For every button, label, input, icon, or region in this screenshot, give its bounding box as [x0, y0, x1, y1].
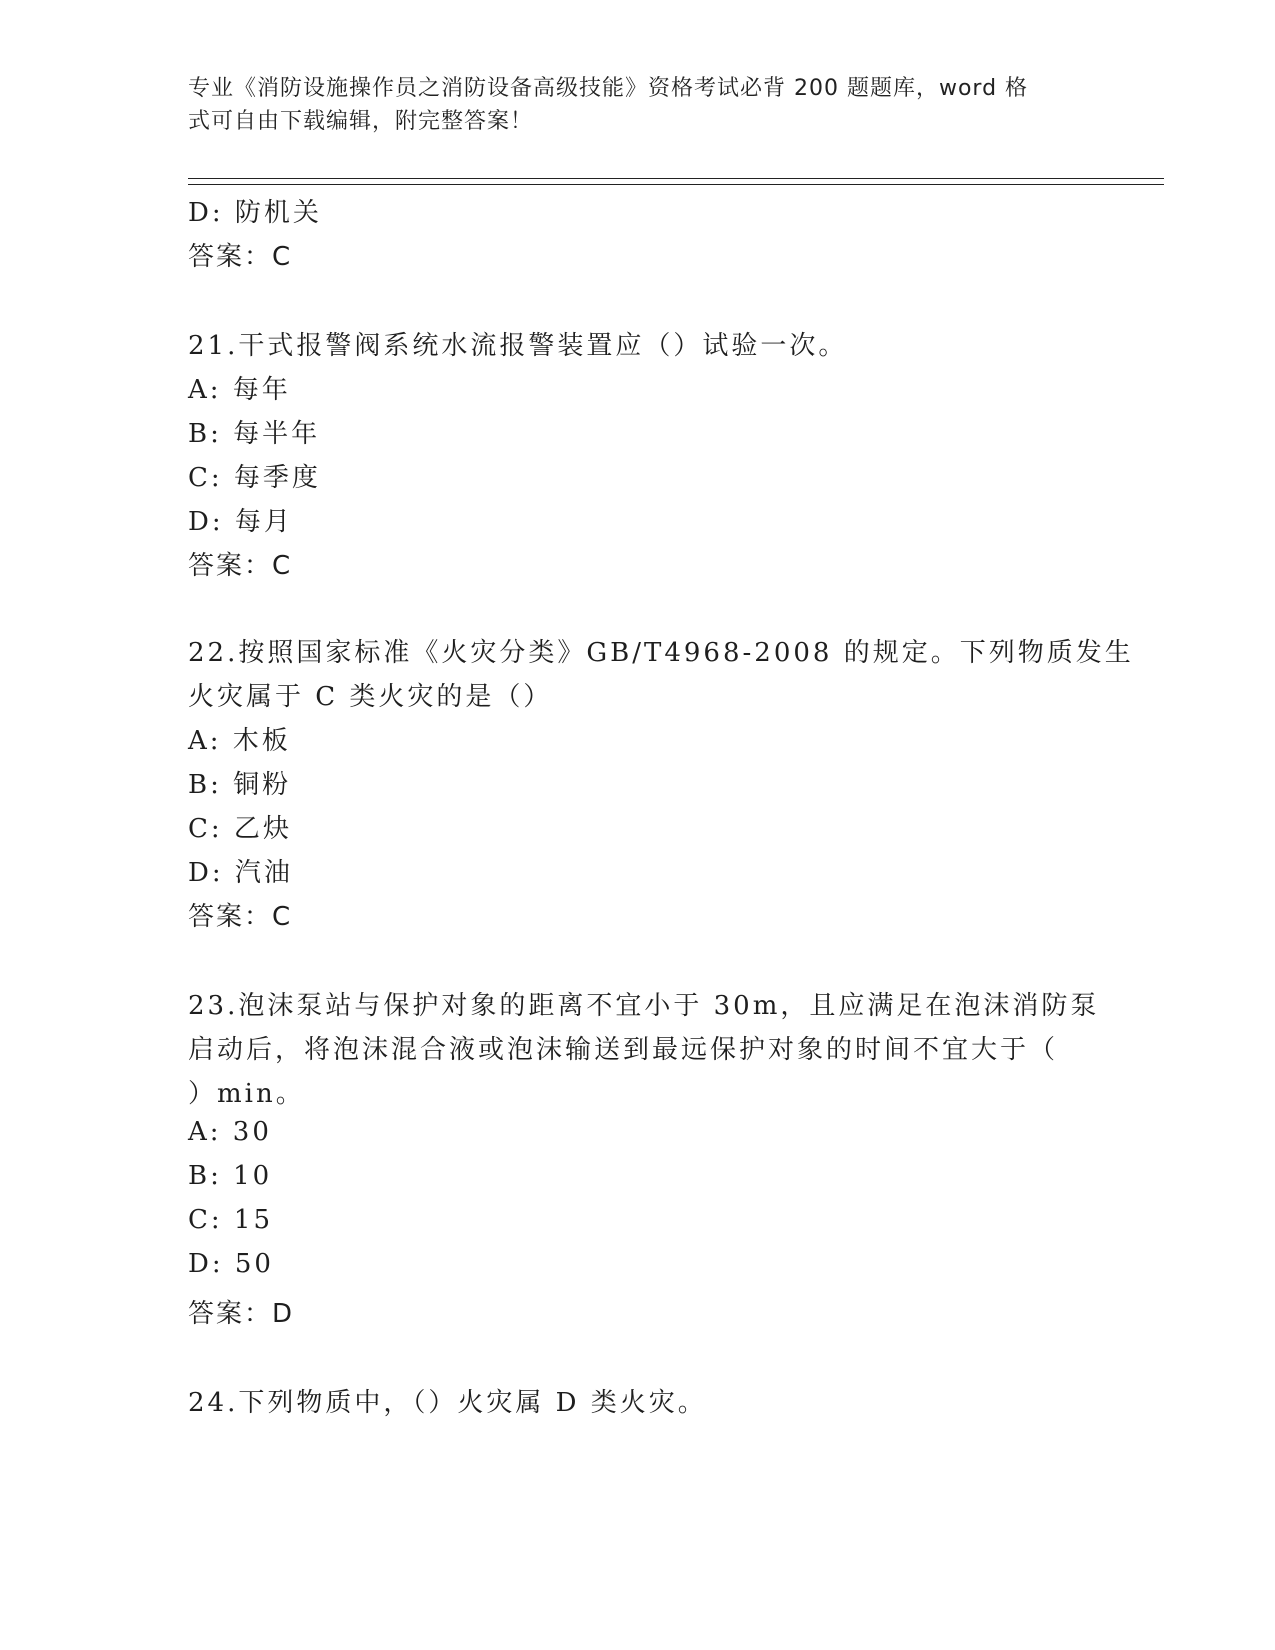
q23-option-b: B: 10 — [188, 1161, 273, 1191]
q21-option-d: D: 每月 — [188, 507, 293, 537]
q21-option-b: B: 每半年 — [188, 419, 321, 449]
q23-option-a: A: 30 — [188, 1117, 272, 1147]
q22-question-line-2: 火灾属于 C 类火灾的是（） — [188, 682, 553, 712]
q22-option-a: A: 木板 — [188, 726, 291, 756]
prev-answer: 答案：C — [188, 242, 293, 272]
q21-question: 21.干式报警阀系统水流报警装置应（）试验一次。 — [188, 331, 848, 361]
header-line-2: 式可自由下载编辑，附完整答案！ — [188, 109, 534, 134]
q22-option-d: D: 汽油 — [188, 858, 293, 888]
header-divider-bottom — [188, 184, 1164, 185]
q21-option-a: A: 每年 — [188, 375, 291, 405]
q22-answer: 答案：C — [188, 902, 293, 932]
q23-question-line-1: 23.泡沫泵站与保护对象的距离不宜小于 30m，且应满足在泡沫消防泵 — [188, 991, 1100, 1021]
prev-option-d: D: 防机关 — [188, 198, 322, 228]
q23-answer: 答案：D — [188, 1299, 295, 1329]
q23-option-d: D: 50 — [188, 1249, 274, 1279]
header-line-1: 专业《消防设施操作员之消防设备高级技能》资格考试必背 200 题题库，word 格 — [188, 76, 1029, 101]
header-divider-top — [188, 178, 1164, 179]
page-header — [188, 72, 1068, 138]
q23-question-line-2: 启动后，将泡沫混合液或泡沫输送到最远保护对象的时间不宜大于（ — [188, 1035, 1059, 1065]
q23-question-line-3: ）min。 — [188, 1079, 305, 1109]
q24-question: 24.下列物质中，（）火灾属 D 类火灾。 — [188, 1388, 707, 1418]
q22-question-line-1: 22.按照国家标准《火灾分类》GB/T4968-2008 的规定。下列物质发生 — [188, 638, 1134, 668]
q21-option-c: C: 每季度 — [188, 463, 321, 493]
q23-option-c: C: 15 — [188, 1205, 274, 1235]
q22-option-b: B: 铜粉 — [188, 770, 292, 800]
q22-option-c: C: 乙炔 — [188, 814, 292, 844]
q21-answer: 答案：C — [188, 551, 293, 581]
